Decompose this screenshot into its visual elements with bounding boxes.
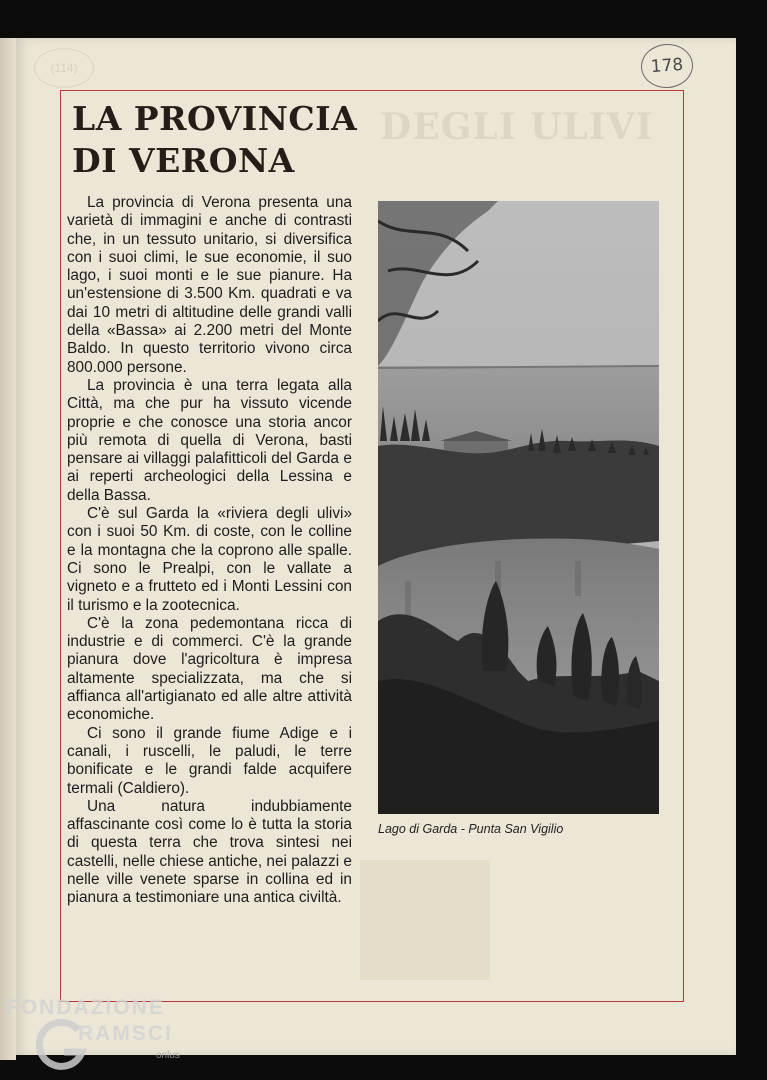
photo-caption: Lago di Garda - Punta San Vigilio (378, 822, 564, 836)
page-number: 178 (640, 42, 695, 90)
paragraph: La provincia di Verona presenta una varietà di immagini e anche di contrasti che, in un tessuto unitario, si diversifica con i suoi climi, le sue economie, il suo lago, i suoi monti e le sue pianure. Ha un'estensione di 3.500 Km. quadrati e va dai 10 metri di altitudine delle grandi valli della «Bassa» ai 2.200 metri del Monte Baldo. In questo territorio vivono circa 800.000 persone. (67, 194, 352, 376)
show-through-heading: DEGLI ULIVI (380, 106, 654, 148)
article-body (67, 194, 352, 908)
watermark-line-1: FONDAZIONE (6, 996, 165, 1019)
paragraph: La provincia è una terra legata alla Città, ma che pur ha vissuto vicende proprie e che conosce una storia ancor più remota di quella di Verona, basti pensare ai villaggi palafitticoli del Garda e ai reperti archeologici della Lessina e della Bassa. (67, 376, 352, 504)
paragraph: C'è sul Garda la «riviera degli ulivi» con i suoi 50 Km. di coste, con le colline e la montagna che la coprono alle spalle. Ci sono le Prealpi, con le vallate a vigneto e a frutteto ed i Monti Lessini con il turismo e la zootecnica. (67, 505, 352, 614)
article-title (72, 98, 372, 182)
title-line-1: LA PROVINCIA (72, 99, 358, 138)
paragraph: Ci sono il grande fiume Adige e i canali, i ruscelli, le paludi, le terre bonificate e le grandi falde acquifere termali (Caldiero). (67, 724, 352, 797)
fondazione-gramsci-watermark (6, 996, 206, 1076)
title-line-2: DI VERONA (72, 141, 295, 180)
watermark-line-2: RAMSCI (78, 1022, 173, 1045)
book-spine (0, 38, 16, 1060)
archive-stamp: (114) (34, 48, 94, 88)
paragraph: Una natura indubbiamente affascinante così come lo è tutta la storia di questa terra che trova sintesi nei castelli, nelle chiese antiche, nei palazzi e nelle ville venete sparse in collina ed in pianura a testimoniare una antica civiltà. (67, 797, 352, 907)
watermark-onlus: onlus (156, 1050, 180, 1061)
paragraph: C'è la zona pedemontana ricca di industrie e di commerci. C'è la grande pianura dove l'agricoltura è impresa altamente specializzata, ma che si affianca all'artigianato ed alle altre attività economiche. (67, 614, 352, 724)
lake-photo (378, 201, 659, 814)
